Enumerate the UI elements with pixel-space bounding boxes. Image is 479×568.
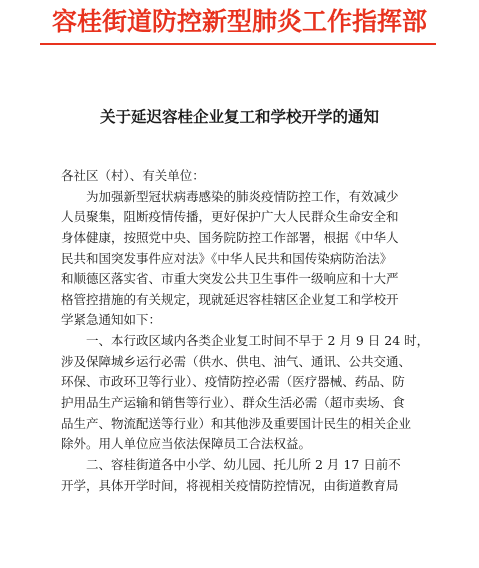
header-red-rule (40, 43, 436, 45)
body-line: 和顺德区落实省、市重大突发公共卫生事件一级响应和十大严 (61, 271, 399, 287)
body-line: 人员聚集，阻断疫情传播，更好保护广大人民群众生命安全和 (61, 209, 399, 225)
body-line: 为加强新型冠状病毒感染的肺炎疫情防控工作，有效减少 (86, 188, 399, 204)
body-line: 格管控措施的有关规定，现就延迟容桂辖区企业复工和学校开 (61, 291, 399, 307)
org-header-title: 容桂街道防控新型肺炎工作指挥部 (51, 7, 427, 36)
body-line: 学紧急通知如下： (61, 312, 162, 328)
body-line: 环保、市政环卫等行业）、疫情防控必需（医疗器械、药品、防 (61, 374, 405, 390)
body-line: 一、本行政区域内各类企业复工时间不早于 2 月 9 日 24 时， (86, 333, 430, 349)
body-line: 开学，具体开学时间，将视相关疫情防控情况，由街道教育局 (61, 477, 399, 493)
body-line: 品生产、物流配送等行业）和其他涉及重要国计民生的相关企业 (61, 415, 412, 431)
body-line: 身体健康，按照党中央、国务院防控工作部署，根据《中华人 (61, 229, 399, 245)
notice-body (61, 166, 429, 496)
body-line: 民共和国突发事件应对法》《中华人民共和国传染病防治法》 (61, 250, 393, 266)
salutation: 各社区（村）、有关单位： (61, 168, 205, 183)
body-line: 除外。用人单位应当依法保障员工合法权益。 (61, 436, 312, 452)
notice-title: 关于延迟容桂企业复工和学校开学的通知 (99, 107, 379, 126)
body-line: 护用品生产运输和销售等行业）、群众生活必需（超市卖场、食 (61, 395, 405, 411)
body-line: 涉及保障城乡运行必需（供水、供电、油气、通讯、公共交通、 (61, 353, 412, 369)
body-line: 二、容桂街道各中小学、幼儿园、托儿所 2 月 17 日前不 (86, 456, 401, 472)
